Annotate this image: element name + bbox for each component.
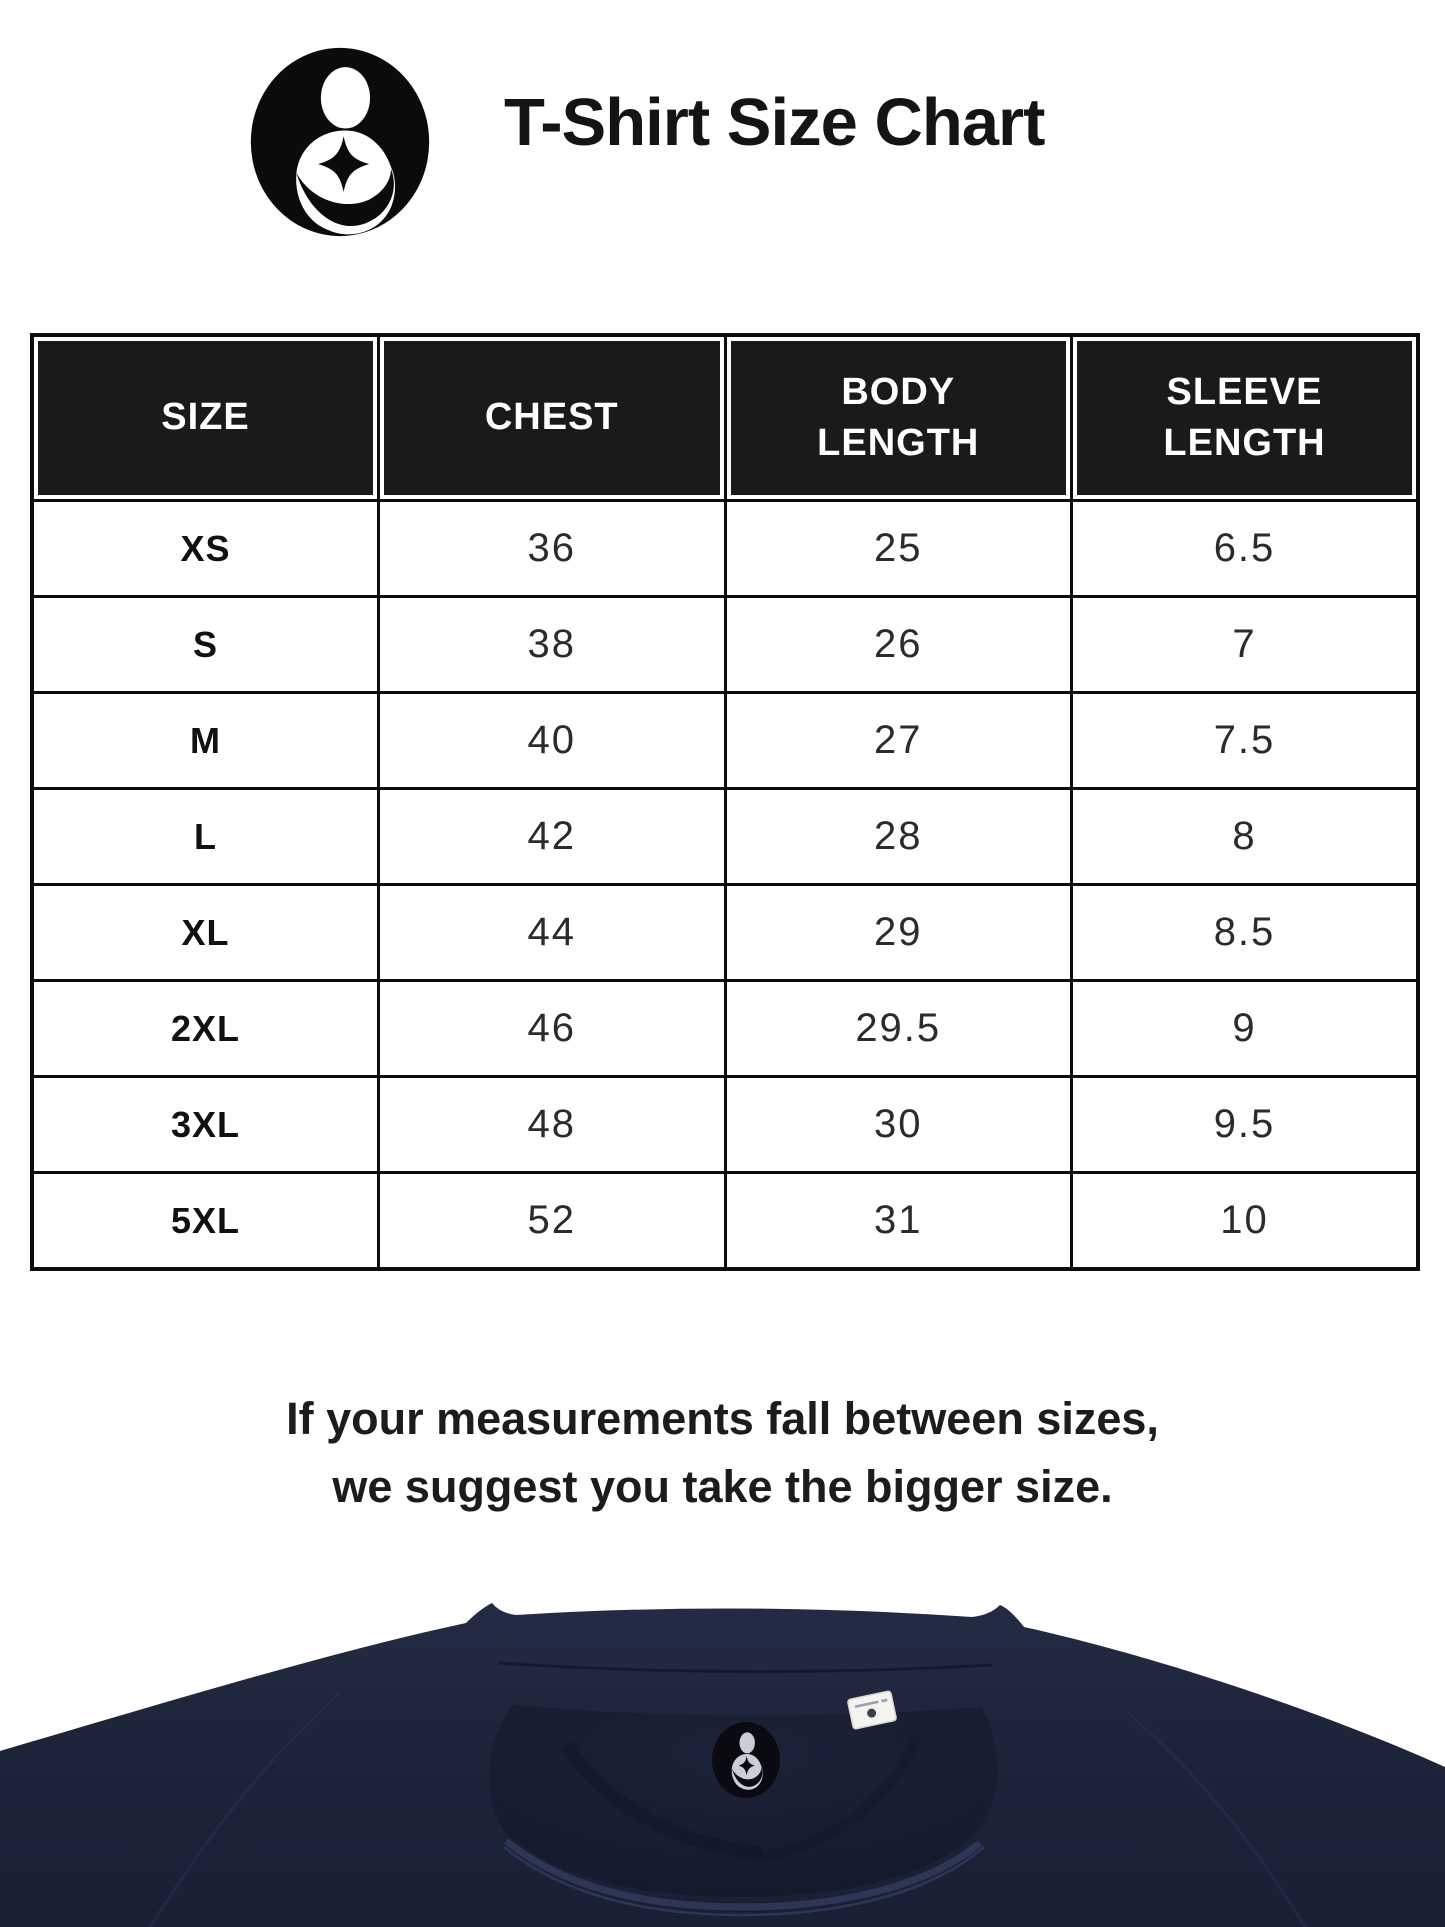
table-row — [32, 335, 1418, 501]
table-row — [32, 981, 1418, 1077]
measurement-cell: 40 — [379, 693, 726, 789]
measurement-cell: 46 — [379, 981, 726, 1077]
measurement-cell: 10 — [1072, 1173, 1419, 1270]
sizing-note-line1: If your measurements fall between sizes, — [286, 1393, 1159, 1444]
size-label-cell: M — [32, 693, 379, 789]
table-row — [32, 1173, 1418, 1270]
measurement-cell: 26 — [725, 597, 1072, 693]
measurement-cell: 30 — [725, 1077, 1072, 1173]
size-label-cell: XL — [32, 885, 379, 981]
sizing-note-line2: we suggest you take the bigger size. — [332, 1461, 1113, 1512]
measurement-cell: 7.5 — [1072, 693, 1419, 789]
table-row — [32, 693, 1418, 789]
size-label-cell: 3XL — [32, 1077, 379, 1173]
size-label-cell: S — [32, 597, 379, 693]
collar-brand-label — [712, 1722, 780, 1798]
measurement-cell: 28 — [725, 789, 1072, 885]
column-header: SLEEVE LENGTH — [1072, 335, 1419, 501]
measurement-cell: 36 — [379, 501, 726, 597]
measurement-cell: 38 — [379, 597, 726, 693]
size-label-cell: 2XL — [32, 981, 379, 1077]
table-row — [32, 1077, 1418, 1173]
measurement-cell: 6.5 — [1072, 501, 1419, 597]
measurement-cell: 25 — [725, 501, 1072, 597]
measurement-cell: 42 — [379, 789, 726, 885]
brand-logo-icon — [249, 46, 431, 238]
size-label-cell: L — [32, 789, 379, 885]
measurement-cell: 48 — [379, 1077, 726, 1173]
column-header: CHEST — [379, 335, 726, 501]
column-header: BODY LENGTH — [725, 335, 1072, 501]
table-header-row — [32, 335, 1418, 501]
measurement-cell: 31 — [725, 1173, 1072, 1270]
table-row — [32, 597, 1418, 693]
table-body — [32, 501, 1418, 1270]
measurement-cell: 9 — [1072, 981, 1419, 1077]
page-title: T-Shirt Size Chart — [504, 85, 1045, 160]
measurement-cell: 29 — [725, 885, 1072, 981]
sizing-note — [0, 1385, 1445, 1521]
column-header: SIZE — [32, 335, 379, 501]
measurement-cell: 52 — [379, 1173, 726, 1270]
measurement-cell: 44 — [379, 885, 726, 981]
table-row — [32, 789, 1418, 885]
size-label-cell: XS — [32, 501, 379, 597]
tshirt-photo — [0, 1545, 1445, 1927]
table-row — [32, 885, 1418, 981]
measurement-cell: 8 — [1072, 789, 1419, 885]
measurement-cell: 7 — [1072, 597, 1419, 693]
measurement-cell: 27 — [725, 693, 1072, 789]
measurement-cell: 29.5 — [725, 981, 1072, 1077]
measurement-cell: 9.5 — [1072, 1077, 1419, 1173]
table-row — [32, 501, 1418, 597]
size-label-cell: 5XL — [32, 1173, 379, 1270]
measurement-cell: 8.5 — [1072, 885, 1419, 981]
size-chart-table — [30, 333, 1420, 1271]
